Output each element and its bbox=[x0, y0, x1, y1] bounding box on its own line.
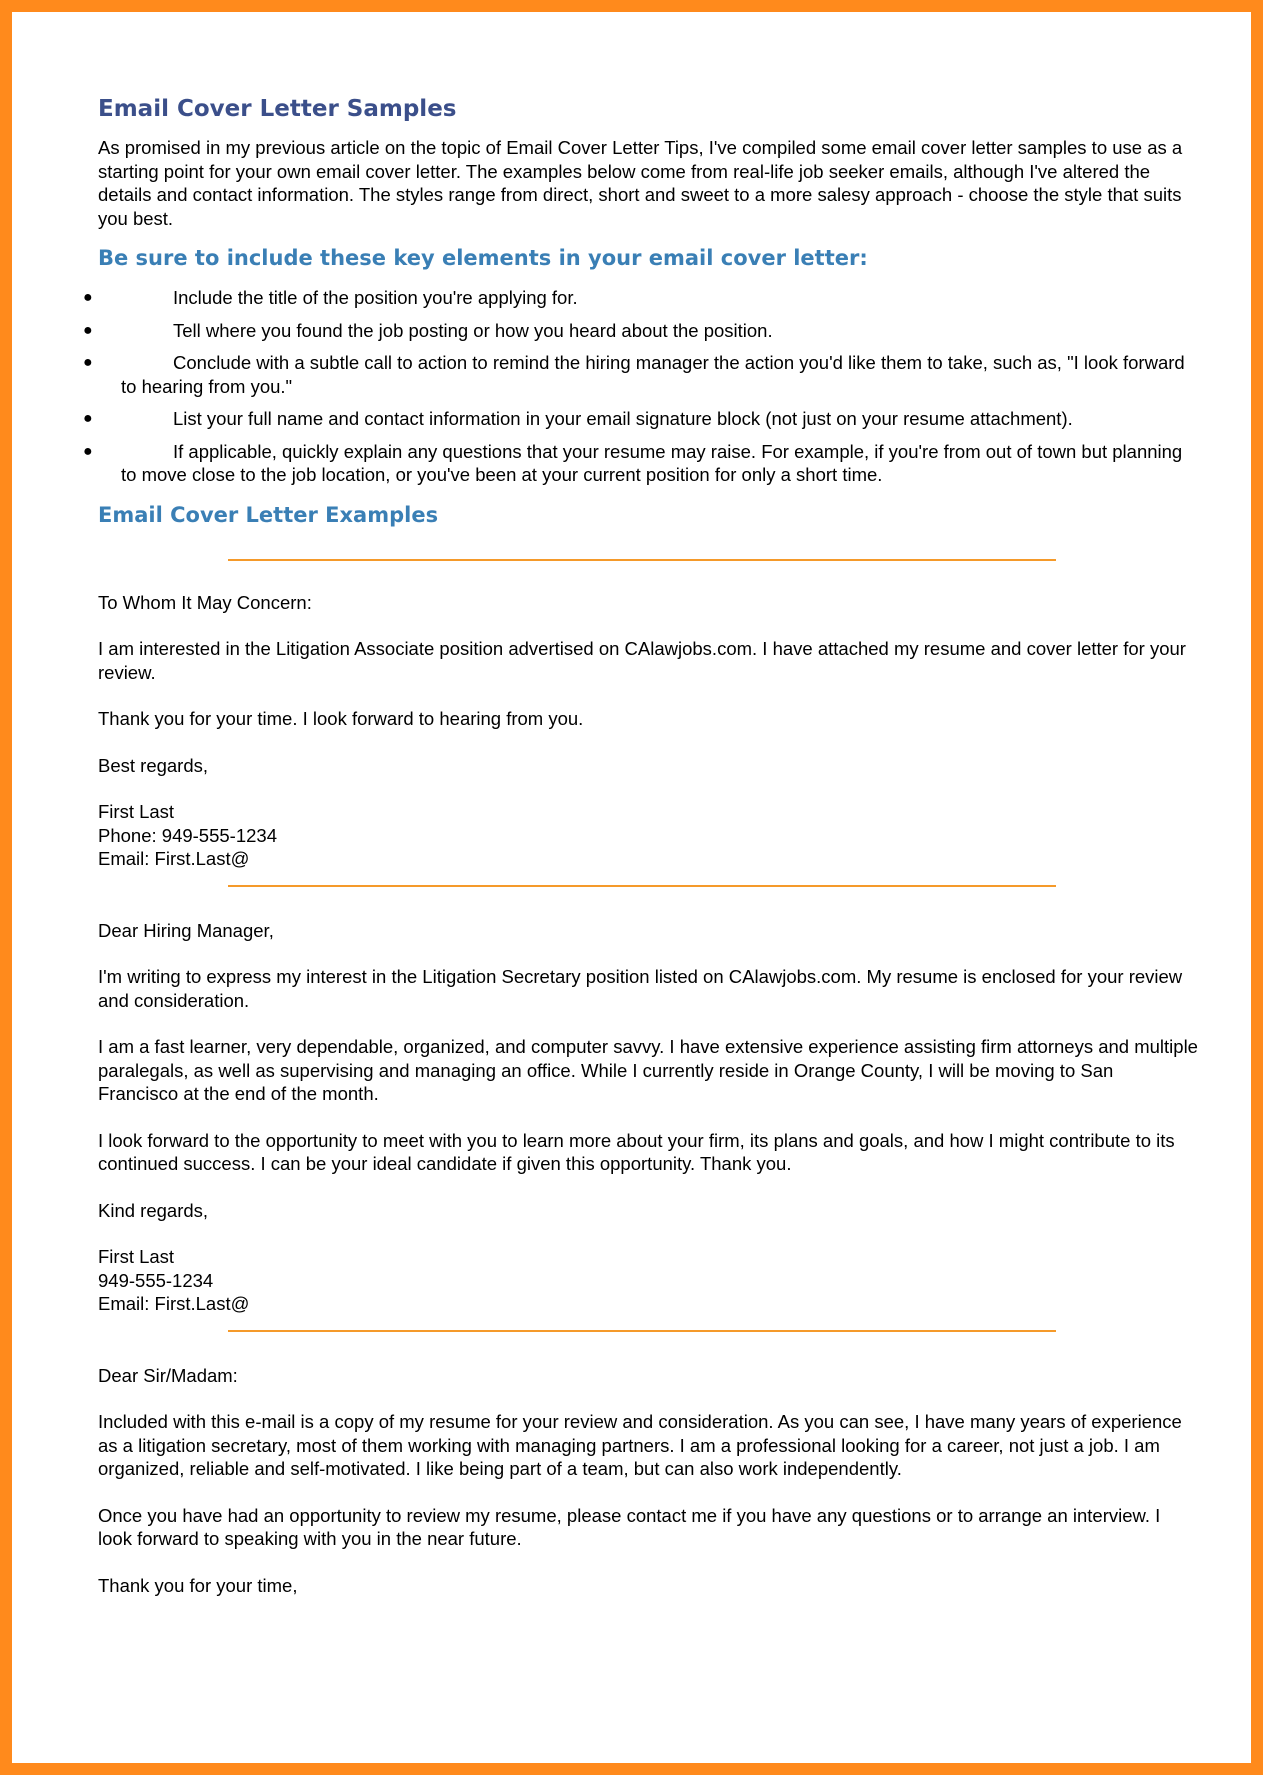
divider bbox=[228, 885, 1056, 887]
letter1-body: Thank you for your time. I look forward to hearing from you. bbox=[98, 708, 584, 729]
letter3-closing: Thank you for your time, bbox=[98, 1574, 298, 1596]
intro-paragraph: As promised in my previous article on the topic of Email Cover Letter Tips, I've compiled some email cover letter samples to use as a starting point for your own email cover letter. The examples below come from real-life job seeker emails, although I've altered the details and contact information. The styles range from direct, short and sweet to a more salesy approach - choose the style that suits you best. bbox=[98, 137, 1183, 229]
letter2-body: I am a fast learner, very dependable, organized, and computer savvy. I have extensive experience assisting firm attorneys and multiple paralegals, as well as supervising and managing an office. While I currently reside in Orange County, I will be moving to San Francisco at the end of the month. bbox=[98, 1036, 1198, 1104]
key-elements-list bbox=[83, 286, 1198, 487]
letter1-greeting: To Whom It May Concern: bbox=[98, 591, 312, 613]
divider bbox=[228, 1330, 1056, 1332]
list-item: ● Conclude with a subtle call to action to remind the hiring manager the action you'd like them to take, such as, "I look forward to hearing from you." bbox=[83, 352, 1185, 397]
letter2-body: I'm writing to express my interest in the Litigation Secretary position listed on CAlawjobs.com. My resume is enclosed for your review and consideration. bbox=[98, 966, 1183, 1011]
key-elements-heading: Be sure to include these key elements in your email cover letter: bbox=[98, 246, 868, 270]
signature-email: Email: First.Last@ bbox=[98, 1293, 250, 1314]
bullet-icon: ● bbox=[83, 354, 93, 371]
bullet-icon: ● bbox=[83, 410, 93, 427]
letter2-body: I look forward to the opportunity to meet with you to learn more about your firm, its plans and goals, and how I might contribute to its continued success. I can be your ideal candidate if given this opportunity. Thank you. bbox=[98, 1129, 1175, 1174]
signature-email: Email: First.Last@ bbox=[98, 848, 250, 869]
signature-name: First Last bbox=[98, 1246, 175, 1267]
letter3-body: Once you have had an opportunity to review my resume, please contact me if you have any questions or to arrange an interview. I look forward to speaking with you in the near future. bbox=[98, 1504, 1161, 1549]
bullet-icon: ● bbox=[83, 442, 93, 460]
divider bbox=[228, 559, 1056, 561]
letter3-body: Included with this e-mail is a copy of my resume for your review and consideration. As you can see, I have many years of experience as a litigation secretary, most of them working with managing partners. I am a professional looking for a career, not just a job. I am organized, reliable and self-motivated. I like being part of a team, but can also work independently. bbox=[98, 1411, 1182, 1479]
list-item: ● List your full name and contact information in your email signature block (not just on your resume attachment). bbox=[83, 408, 1073, 429]
letter1-signature bbox=[98, 800, 1198, 871]
letter3-greeting: Dear Sir/Madam: bbox=[98, 1364, 238, 1386]
examples-heading: Email Cover Letter Examples bbox=[98, 502, 439, 527]
list-item: ● If applicable, quickly explain any questions that your resume may raise. For example, if you're from out of town but planning to move close to the job location, or you've been at your current position for only a short time. bbox=[83, 440, 1183, 485]
letter1-body: I am interested in the Litigation Associate position advertised on CAlawjobs.com. I have attached my resume and cover letter for your review. bbox=[98, 638, 1186, 683]
letter2-closing: Kind regards, bbox=[98, 1199, 209, 1221]
bullet-icon: ● bbox=[83, 289, 93, 306]
page-title: Email Cover Letter Samples bbox=[98, 96, 457, 122]
bullet-icon: ● bbox=[83, 321, 93, 339]
letter1-closing: Best regards, bbox=[98, 754, 209, 776]
list-item: ● Include the title of the position you're applying for. bbox=[83, 287, 578, 308]
document-body bbox=[83, 94, 1198, 1597]
letter2-signature bbox=[98, 1245, 1198, 1316]
letter2-greeting: Dear Hiring Manager, bbox=[98, 919, 274, 941]
signature-phone: Phone: 949-555-1234 bbox=[98, 824, 277, 846]
list-item: ● Tell where you found the job posting or how you heard about the position. bbox=[83, 319, 773, 341]
signature-phone: 949-555-1234 bbox=[98, 1269, 214, 1291]
signature-name: First Last bbox=[98, 801, 175, 822]
